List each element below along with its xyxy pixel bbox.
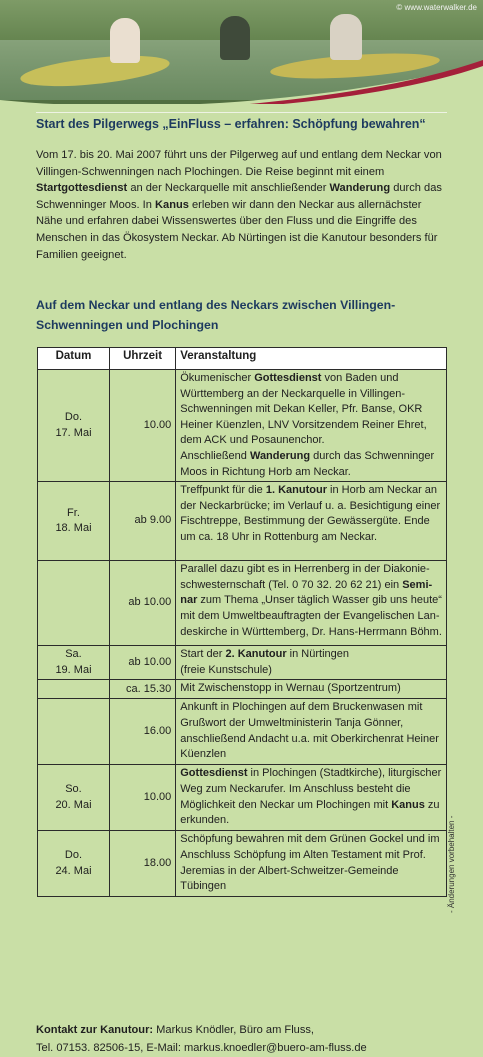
table-row <box>38 831 447 896</box>
table-row <box>38 370 447 482</box>
date-cell <box>38 646 110 680</box>
table-header-row <box>38 348 447 370</box>
header-photo <box>0 0 483 112</box>
date-cell <box>38 831 110 896</box>
date-text: Sa. 19. Mai <box>55 648 92 676</box>
event-text: von Baden und Württemberg an der Neckarquelle in Villingen-Schwenningen mit Dekan Keller, Pfr. Banse, OKR Heiner Küenzlen, LNV Vorsitzendem Reiner Ehret, dem ACK und Posaunenchor. Anschließend <box>180 372 427 462</box>
intro-text: an der Neckarquelle mit anschließender <box>127 182 330 195</box>
header-event: Veranstaltung <box>176 348 447 370</box>
event-text: zu erkunden. <box>180 798 440 827</box>
time-cell: 16.00 <box>109 699 175 765</box>
event-cell <box>176 699 447 765</box>
table-row <box>38 680 447 699</box>
flyer-content <box>0 104 483 1054</box>
event-bold: Semi-nar <box>180 578 433 607</box>
date-text: So. 20. Mai <box>55 783 92 811</box>
time-cell: 10.00 <box>109 765 175 831</box>
event-text: Schöpfung bewahren mit dem Grünen Gockel und im Anschluss Schöpfung im Alten Testament mit Prof. Jeremias in der Albert-Schweitzer-Gemeinde Tübingen <box>180 833 440 893</box>
event-cell <box>176 831 447 896</box>
event-text: Mit Zwischenstopp in Wernau (Sportzentrum) <box>180 682 401 695</box>
table-row <box>38 482 447 561</box>
event-text: in Plochingen (Stadtkirche), liturgischer Weg zum Neckarufer. Im Anschluss besteht die Möglichkeit den Neckar um Plochingen mit <box>180 767 442 811</box>
event-text: durch das Schwenninger Moos in Richtung Horb am Neckar. <box>180 449 435 478</box>
event-cell <box>176 765 447 831</box>
intro-text: erleben wir dann den Neckar aus allernächster Nähe und erfahren dabei Wissenswertes über den Fluss und die Eingriffe des Menschen in das Ökosystem Neckar. Ab Nürtingen ist die Kanutour besonders für Familien geeignet. <box>36 198 438 261</box>
intro-bold: Wanderung <box>329 182 391 195</box>
table-row <box>38 699 447 765</box>
event-text: Ankunft in Plochingen auf dem Bruckenwasen mit Grußwort der Umweltministerin Tanja Gönner, anschließend Andacht u.a. mit Oberkirchenrat Heiner Küenzlen <box>180 701 439 761</box>
date-cell <box>38 765 110 831</box>
time-cell: ca. 15.30 <box>109 680 175 699</box>
event-text: zum Thema „Unser täglich Wasser gib uns heute“ mit dem Umweltbeauftragten der Evangelischen Lan-deskirche in Württemberg, Dr. Hans-Herrmann Böhm. <box>180 594 442 638</box>
event-cell <box>176 482 447 561</box>
intro-bold: Kanus <box>155 198 189 211</box>
table-row <box>38 561 447 646</box>
decorative-swoosh <box>0 0 483 112</box>
event-cell <box>176 680 447 699</box>
contact-label: Kontakt zur Kanutour: <box>36 1024 154 1036</box>
event-bold: Gottesdienst <box>254 372 322 384</box>
event-text: in Horb am Neckar an der Neckarbrücke; im Verlauf u. a. Besichtigung einer Fischtreppe, Bestimmung der Gewässergüte. Ende um ca. 18 Uhr in Rottenburg am Neckar. <box>180 484 441 543</box>
event-cell <box>176 370 447 482</box>
intro-text: Vom 17. bis 20. Mai 2007 führt uns der Pilgerweg auf und entlang dem Neckar von Villingen-Schwenningen nach Plochingen. Die Reise beginnt mit einem <box>36 149 442 178</box>
date-cell <box>38 561 110 646</box>
time-cell: 18.00 <box>109 831 175 896</box>
photo-credit: © www.waterwalker.de <box>396 3 477 12</box>
event-text: in Nürtingen (freie Kunstschule) <box>180 648 349 676</box>
table-row <box>38 765 447 831</box>
date-cell <box>38 370 110 482</box>
schedule-table <box>37 347 447 897</box>
intro-bold: Startgottesdienst <box>36 182 128 195</box>
event-bold: Wanderung <box>249 449 311 462</box>
event-bold: 2. Kanutour <box>225 648 287 661</box>
event-bold: Gottesdienst <box>180 767 248 780</box>
date-cell <box>38 699 110 765</box>
time-cell: ab 10.00 <box>109 646 175 680</box>
header-date: Datum <box>38 348 110 370</box>
date-text: Do. 24. Mai <box>55 848 92 877</box>
headline: Start des Pilgerwegs „EinFluss – erfahren: Schöpfung bewahren“ <box>36 117 426 131</box>
date-text: Fr. 18. Mai <box>55 506 92 535</box>
event-text: Ökumenischer <box>180 372 255 384</box>
event-cell <box>176 561 447 646</box>
intro-paragraph <box>36 147 448 263</box>
event-bold: 1. Kanutour <box>265 484 327 497</box>
date-cell <box>38 680 110 699</box>
date-cell <box>38 482 110 561</box>
contact-info <box>36 1021 456 1057</box>
intro-text: durch das Schwenninger Moos. In <box>36 182 442 211</box>
event-text: Start der <box>180 648 226 661</box>
section-title: Auf dem Neckar und entlang des Neckars zwischen Villingen-Schwenningen und Plochingen <box>36 298 396 332</box>
header-time: Uhrzeit <box>109 348 175 370</box>
headline-bar <box>36 112 447 135</box>
date-text: Do. 17. Mai <box>55 410 92 439</box>
changes-reserved-note: - Änderungen vorbehalten - <box>447 815 456 913</box>
contact-line: Markus Knödler, Büro am Fluss, <box>153 1024 315 1036</box>
time-cell: ab 10.00 <box>109 561 175 646</box>
table-row <box>38 646 447 680</box>
contact-line: Tel. 07153. 82506-15, E-Mail: markus.knoedler@buero-am-fluss.de <box>36 1042 367 1054</box>
time-cell: ab 9.00 <box>109 482 175 561</box>
event-cell <box>176 646 447 680</box>
event-bold: Kanus <box>391 798 425 811</box>
event-text: Parallel dazu gibt es in Herrenberg in der Diakonie-schwesternschaft (Tel. 0 70 32. 20 62 21) ein <box>180 563 430 591</box>
event-text: Treffpunkt für die <box>180 484 266 497</box>
time-cell: 10.00 <box>109 370 175 482</box>
